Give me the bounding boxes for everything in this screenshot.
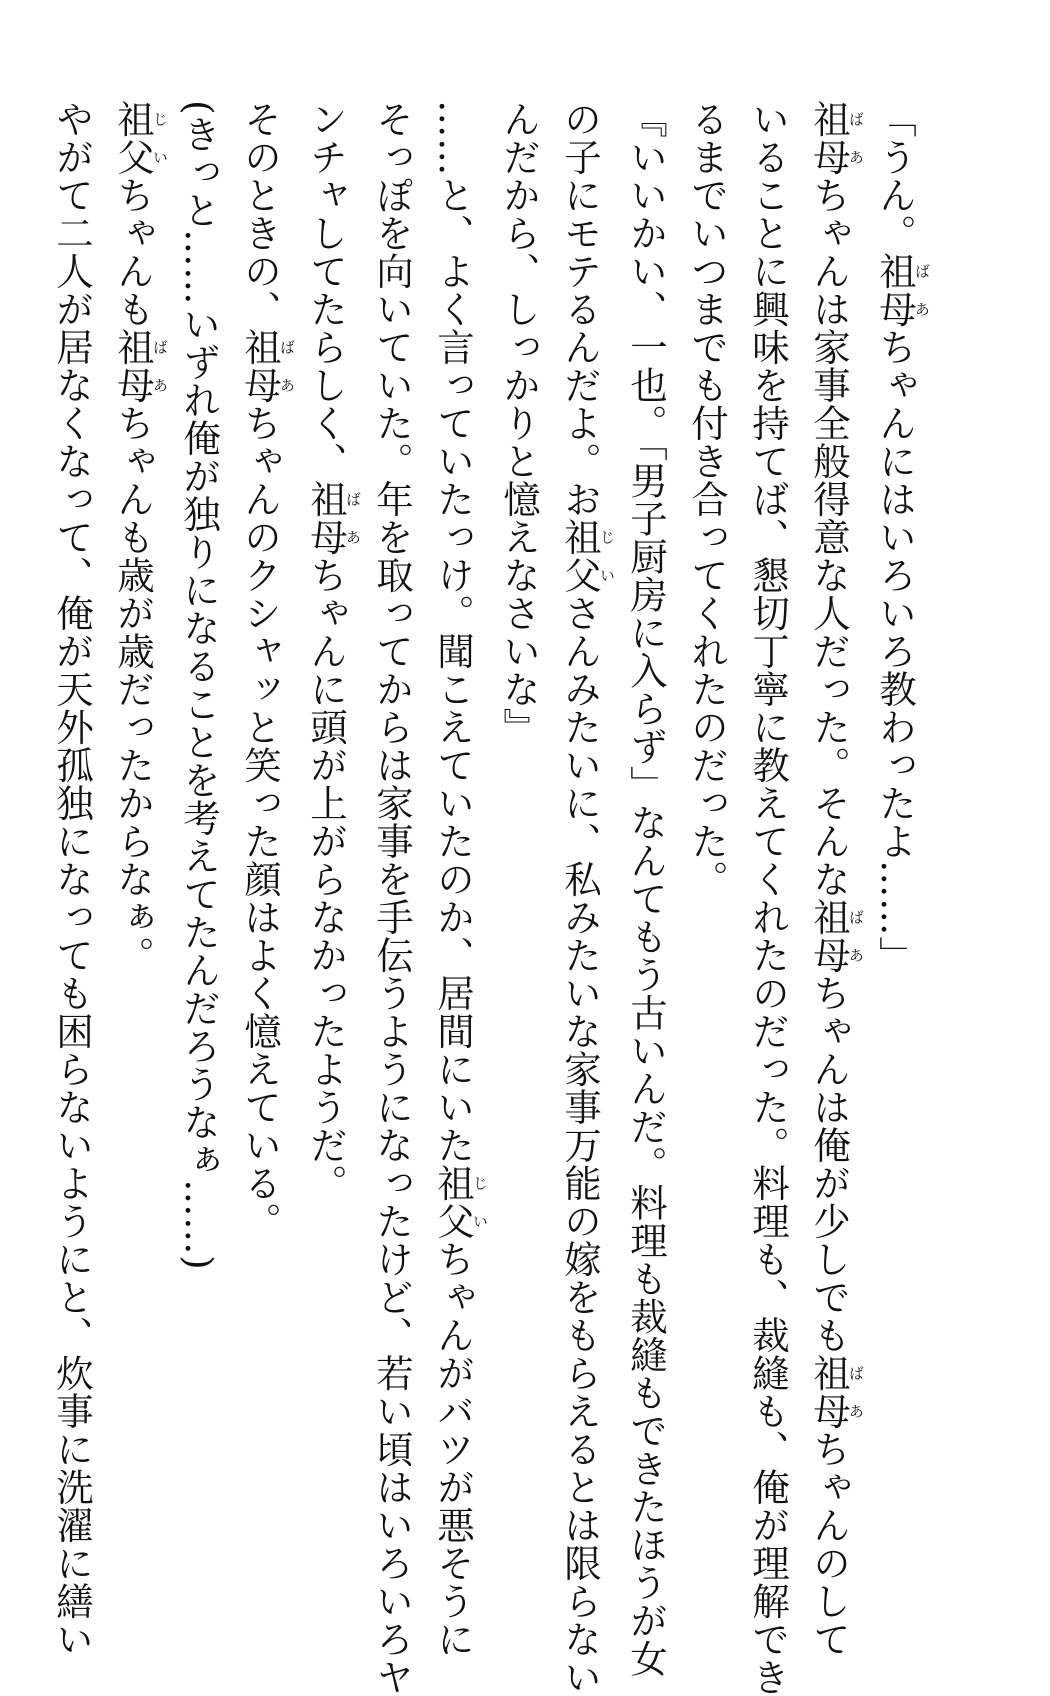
text-line-1: 「うん。祖母ばあちゃんにはいろいろ教わったよ……」 [873,100,931,974]
text-line-4: るまでいつまでも付き合ってくれたのだった。 [685,100,729,898]
ruby-reading: ばあ [344,480,362,556]
ruby-reading: ばあ [847,898,865,974]
text-line-3: いることに興味を持てば、懇切丁寧に教えてくれたのだった。料理も、裁縫も、俺が理解でき [746,100,790,1696]
ruby-word: 祖父じい [558,518,616,594]
text-line-9: そっぽを向いていた。年を取ってからは家事を手伝うようになったけど、若い頃はいろいろヤ [370,100,414,1696]
text-line-6: の子にモテるんだよ。お祖父じいさんみたいに、私みたいな家事万能の嫁をもらえるとは限らない [558,100,616,1696]
text-line-13: 祖父じいちゃんも祖母ばあちゃんも歳が歳だったからなぁ。 [111,100,169,974]
ruby-word: 祖父じい [111,100,169,176]
ruby-word: 祖母ばあ [807,100,865,176]
ruby-word: 祖母ばあ [304,480,362,556]
ruby-word: 祖母ばあ [111,328,169,404]
ruby-reading: ばあ [278,328,296,404]
ruby-reading: ばあ [847,100,865,176]
text-line-7: んだから、しっかりと憶えなさいな』 [497,100,541,746]
ruby-word: 祖父じい [431,1164,489,1240]
ruby-reading: ばあ [913,252,931,328]
ruby-word: 祖母ばあ [238,328,296,404]
vertical-text-block [50,100,931,1696]
ruby-reading: じい [151,100,169,176]
text-line-8: ……と、よく言っていたっけ。聞こえていたのか、居間にいた祖父じいちゃんがバツが悪そうに [431,100,489,1658]
ruby-word: 祖母ばあ [807,898,865,974]
text-line-5: 『いいかい、一也。「男子厨房に入らず」なんてもう古いんだ。料理も裁縫もできたほうが女 [624,100,668,1678]
ruby-word: 祖母ばあ [807,1354,865,1430]
ruby-word: 祖母ばあ [873,252,931,328]
text-line-12: (きっと……いずれ俺が独りになることを考えてたんだろうなぁ……) [177,100,221,1271]
text-line-2: 祖母ばあちゃんは家事全般得意な人だった。そんな祖母ばあちゃんは俺が少しでも祖母ばあちゃんのして [807,100,865,1658]
ruby-reading: じい [471,1164,489,1240]
text-line-10: ンチャしてたらしく、祖母ばあちゃんに頭が上がらなかったようだ。 [304,100,362,1202]
text-line-14: やがて二人が居なくなって、俺が天外孤独になっても困らないようにと、炊事に洗濯に繕い [50,100,94,1658]
ruby-reading: ばあ [151,328,169,404]
ruby-reading: じい [598,518,616,594]
ruby-reading: ばあ [847,1354,865,1430]
text-line-11: そのときの、祖母ばあちゃんのクシャッと笑った顔はよく憶えている。 [238,100,296,1240]
